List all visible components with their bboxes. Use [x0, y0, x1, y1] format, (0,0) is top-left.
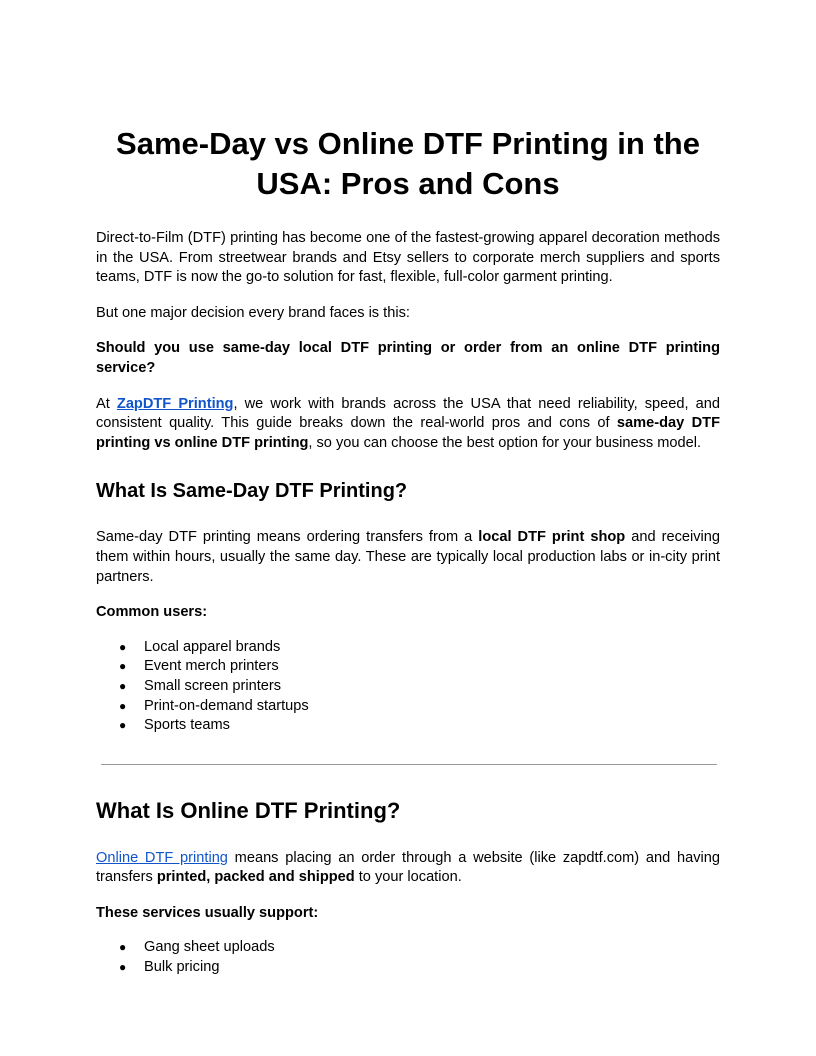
document-body [96, 124, 720, 978]
list-item [96, 938, 720, 958]
list-item-text: Small screen printers [144, 677, 282, 694]
intro-p3-bold: same-day DTF printing vs online DTF printing [96, 415, 720, 451]
list-item-text: Print-on-demand startups [144, 697, 309, 714]
list-item [96, 958, 720, 978]
intro-paragraph-1: Direct-to-Film (DTF) printing has become one of the fastest-growing apparel decoration methods in the USA. From streetwear brands and Etsy sellers to corporate merch suppliers and sports teams, DTF is now the go-to solution for fast, flexible, full-color garment printing. [96, 230, 720, 286]
intro-paragraph-3 [96, 395, 720, 454]
same-day-paragraph [96, 528, 720, 587]
same-day-heading: What Is Same-Day DTF Printing? [96, 480, 408, 503]
common-users-label: Common users: [96, 604, 208, 621]
list-item-text: Bulk pricing [144, 959, 220, 976]
list-item [96, 638, 720, 658]
list-item-text: Sports teams [144, 717, 230, 734]
same-day-p-start: Same-day DTF printing means ordering transfers from a [96, 529, 479, 546]
list-item-text: Gang sheet uploads [144, 939, 275, 956]
list-item [96, 657, 720, 677]
list-item-text: Event merch printers [144, 658, 279, 675]
page-title: Same-Day vs Online DTF Printing in the USA: Pros and Cons [116, 126, 700, 201]
intro-question-text: Should you use same-day local DTF printing or order from an online DTF printing service? [96, 340, 720, 376]
horizontal-divider [101, 764, 717, 765]
bullet-icon: ● [119, 718, 127, 733]
bullet-icon: ● [119, 698, 127, 713]
online-p-end: to your location. [354, 869, 462, 886]
online-paragraph [96, 849, 720, 888]
list-item-text: Local apparel brands [144, 638, 281, 655]
list-item [96, 716, 720, 736]
bullet-icon: ● [119, 639, 127, 654]
intro-p3-end: , so you can choose the best option for your business model. [308, 434, 702, 451]
zapdtf-link[interactable]: ZapDTF Printing [116, 395, 234, 412]
services-support-label: These services usually support: [96, 904, 319, 921]
intro-p3-middle: , we work with brands across the USA that need reliability, speed, and consistent quality. This guide breaks down the real-world pros and cons of [96, 395, 720, 432]
list-item [96, 677, 720, 697]
bullet-icon: ● [119, 659, 127, 674]
online-heading: What Is Online DTF Printing? [96, 797, 401, 823]
bullet-icon: ● [119, 960, 127, 975]
same-day-p-bold: local DTF print shop [478, 529, 626, 546]
intro-p3-start: At [96, 395, 117, 412]
common-users-list [96, 638, 720, 736]
intro-paragraph-2: But one major decision every brand faces is this: [96, 304, 410, 321]
online-p-bold: printed, packed and shipped [156, 869, 355, 886]
bullet-icon: ● [119, 678, 127, 693]
online-p-start: means placing an order through a website (like zapdtf.com) and having transfers [96, 849, 720, 886]
list-item [96, 697, 720, 717]
bullet-icon: ● [119, 940, 127, 955]
online-dtf-printing-link[interactable]: Online DTF printing [96, 849, 228, 866]
services-support-list [96, 938, 720, 977]
same-day-p-end: and receiving them within hours, usually the same day. These are typically local production labs or in-city print partners. [96, 529, 720, 585]
intro-question [96, 339, 720, 378]
